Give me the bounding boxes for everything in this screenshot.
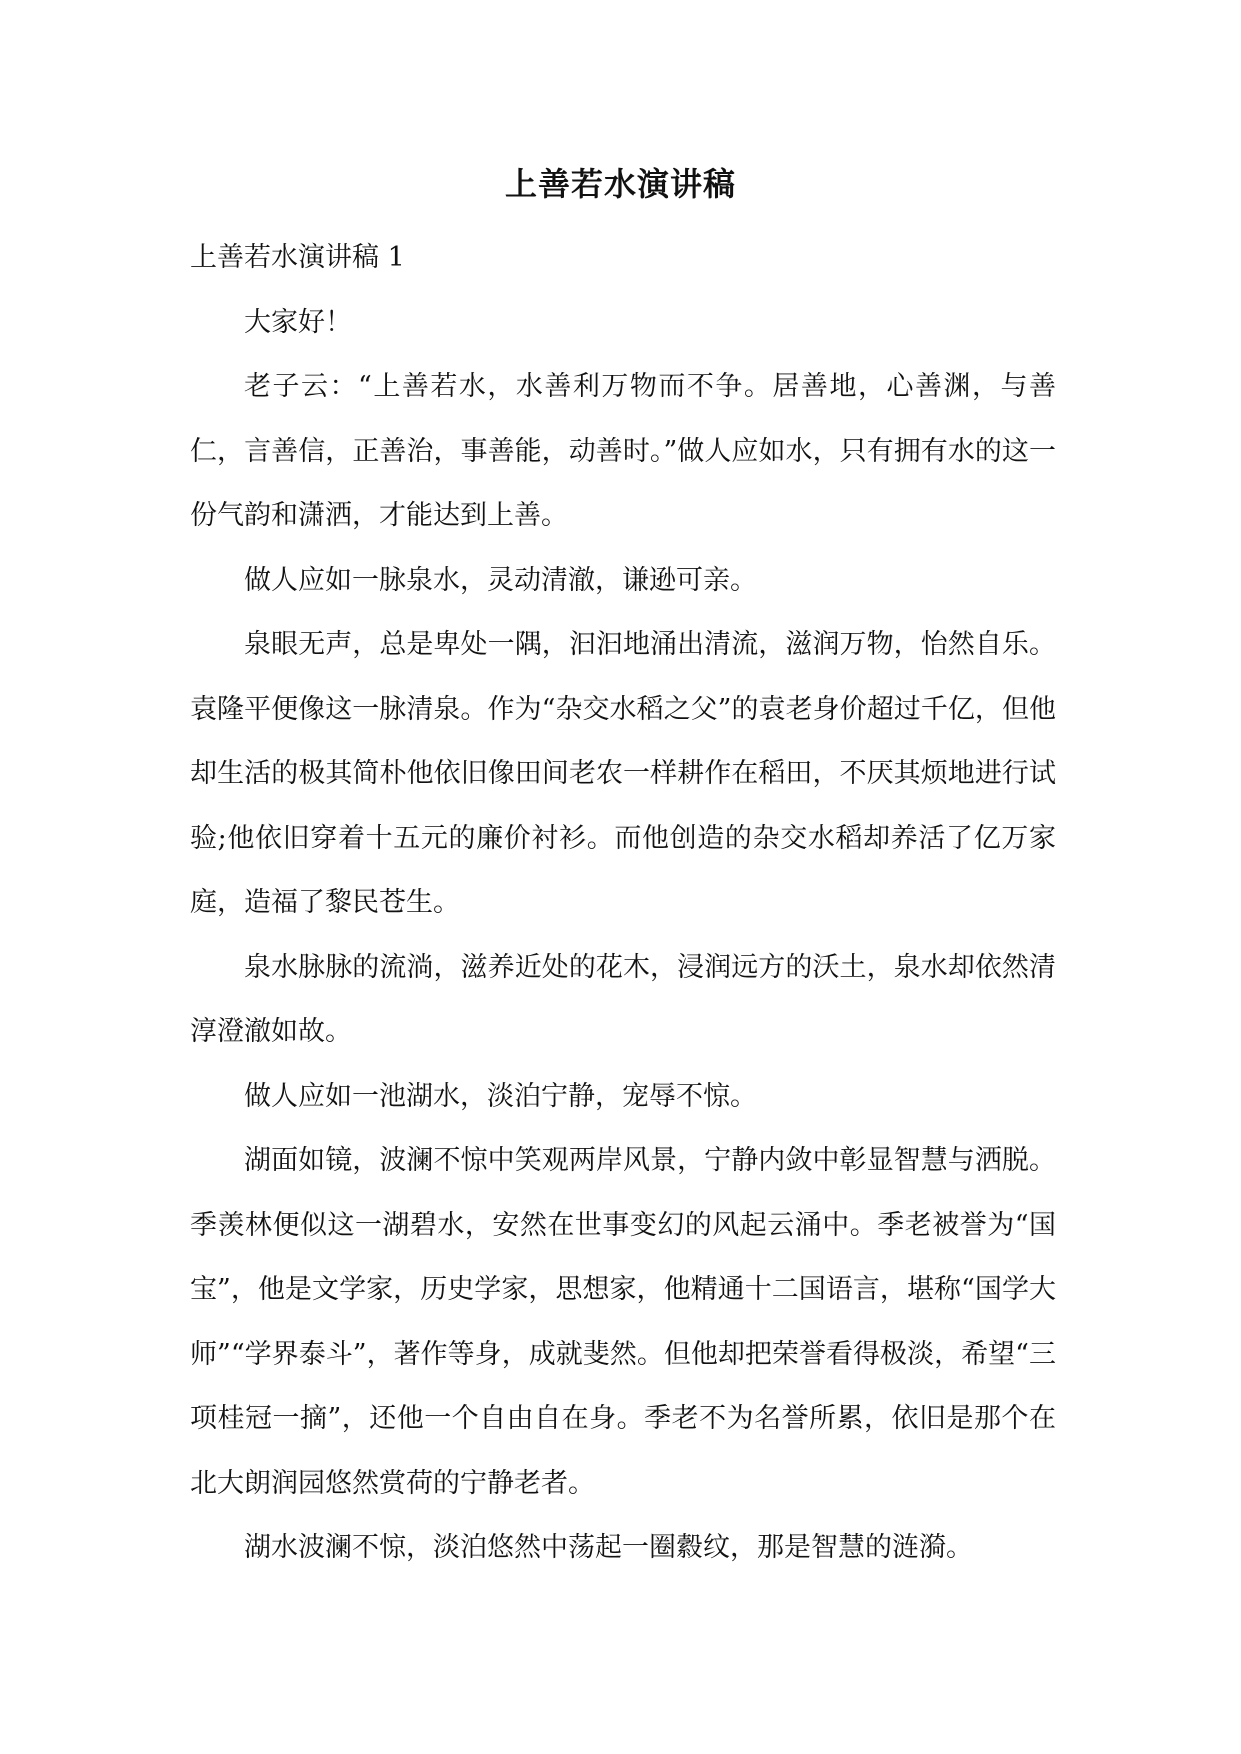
paragraph-laozi-quote: 老子云：“上善若水，水善利万物而不争。居善地，心善渊，与善仁，言善信，正善治，事善能，动善时。”做人应如水，只有拥有水的这一份气韵和潇洒，才能达到上善。 [190,371,1056,531]
paragraph-lake-water-summary: 湖水波澜不惊，淡泊悠然中荡起一圈縠纹，那是智慧的涟漪。 [244,1532,973,1563]
document-title: 上善若水演讲稿 [504,165,736,203]
paragraph-yuan-longping: 泉眼无声，总是卑处一隅，汩汩地涌出清流，滋润万物，怡然自乐。袁隆平便像这一脉清泉。作为“杂交水稻之父”的袁老身价超过千亿，但他却生活的极其简朴他依旧像田间老农一样耕作在稻田，不厌其烦地进行试验;他依旧穿着十五元的廉价衬衫。而他创造的杂交水稻却养活了亿万家庭，造福了黎民苍生。 [190,629,1056,918]
section-heading: 上善若水演讲稿 1 [190,242,405,273]
document-body [190,226,1056,1581]
paragraph-spring-water-summary: 泉水脉脉的流淌，滋养近处的花木，浸润远方的沃土，泉水却依然清淳澄澈如故。 [190,951,1056,1047]
paragraph-greeting: 大家好！ [244,306,352,338]
paragraph-ji-xianlin: 湖面如镜，波澜不惊中笑观两岸风景，宁静内敛中彰显智慧与洒脱。季羡林便似这一湖碧水，安然在世事变幻的风起云涌中。季老被誉为“国宝”，他是文学家，历史学家，思想家，他精通十二国语言，堪称“国学大师”“学界泰斗”，著作等身，成就斐然。但他却把荣誉看得极淡，希望“三项桂冠一摘”，还他一个自由自在身。季老不为名誉所累，依旧是那个在北大朗润园悠然赏荷的宁静老者。 [190,1145,1056,1499]
paragraph-lake-water-thesis: 做人应如一池湖水，淡泊宁静，宠辱不惊。 [244,1080,757,1112]
paragraph-spring-water-thesis: 做人应如一脉泉水，灵动清澈，谦逊可亲。 [244,564,757,596]
